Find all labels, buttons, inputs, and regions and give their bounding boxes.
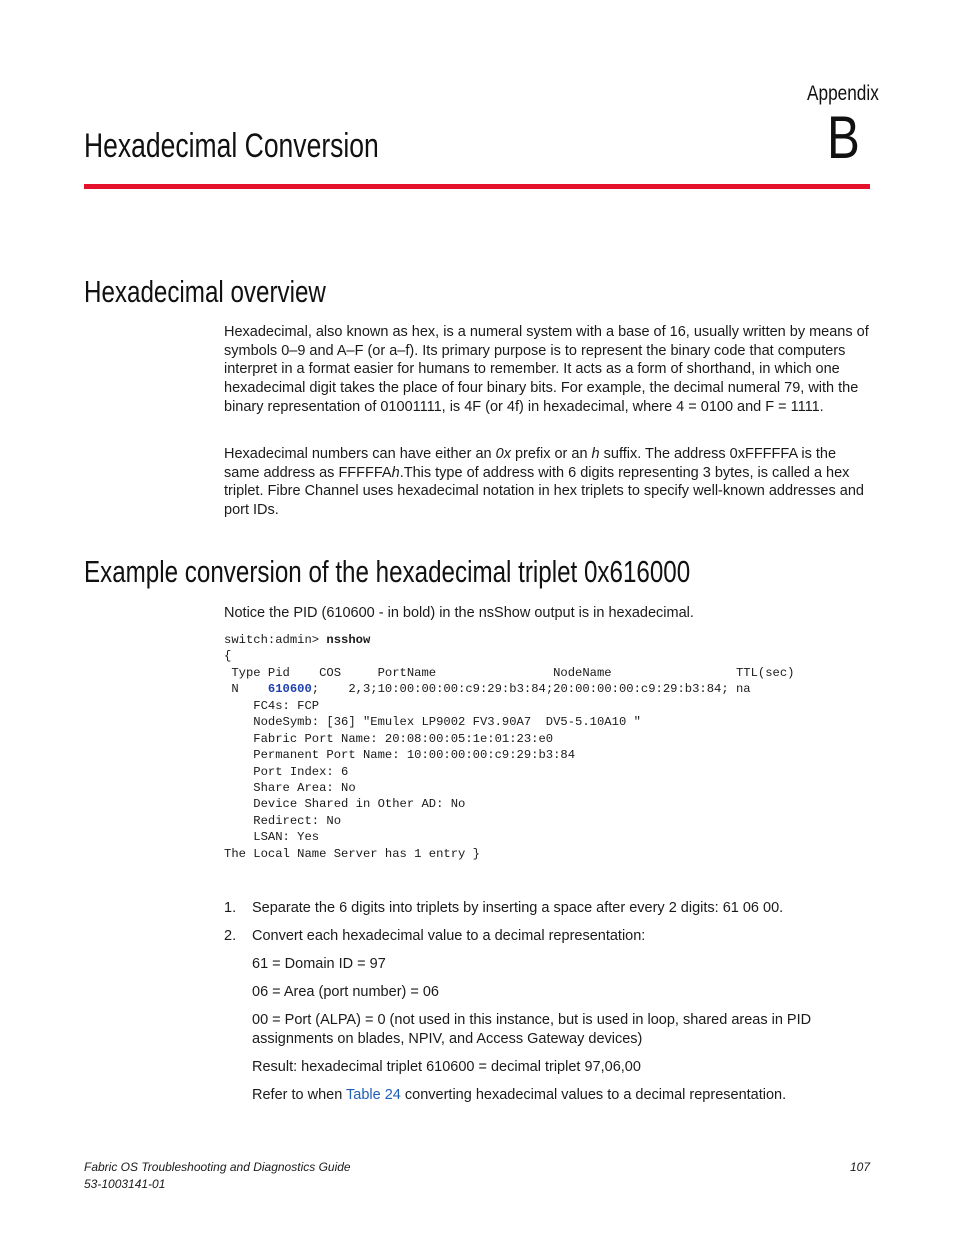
nsshow-command-ref: nsShow [478,605,531,621]
table-24-link[interactable]: Table 24 [346,1087,401,1103]
code-block [224,632,884,862]
appendix-label: Appendix [807,82,879,105]
code-detail-line: Port Index: 6 [224,764,349,779]
overview-paragraph-2: Hexadecimal numbers can have either an 0x prefix or an h suffix. The address 0xFFFFFA is the same address as FFFFFAh.This type of address with 6 digits representing 3 bytes, is called a hex triplet. Fibre Channel uses hexadecimal notation in hex triplets to specify well-known addresses and port IDs. [224,446,864,519]
refer-line: Refer to when Table 24 converting hexadecimal values to a decimal representation. [252,1087,787,1103]
code-detail-line: Permanent Port Name: 10:00:00:00:c9:29:b3:84 [224,748,576,763]
code-detail-line: LSAN: Yes [224,830,320,845]
example-intro: Notice the PID (610600 - in bold) in the nsShow output is in hexadecimal. [224,605,694,621]
code-detail-line: Fabric Port Name: 20:08:00:05:1e:01:23:e0 [224,731,554,746]
code-detail-line: NodeSymb: [36] "Emulex LP9002 FV3.90A7 DV5-5.10A10 " [224,715,641,730]
footer-doc-number: 53-1003141-01 [84,1177,166,1191]
code-detail-line: Share Area: No [224,780,356,795]
chapter-title: Hexadecimal Conversion [84,127,379,165]
sub-item: 61 = Domain ID = 97 [252,956,386,972]
code-detail-line: FC4s: FCP [224,698,320,713]
pid-value: 610600 [267,682,312,697]
overview-paragraph-1: Hexadecimal, also known as hex, is a numeral system with a base of 16, usually written by means of symbols 0–9 and A–F (or a–f). Its primary purpose is to represent the binary code that computers interpret in a format easier for humans to remember. It acts as a form of shorthand, in which one hexadecimal digit takes the place of four binary bits. For example, the decimal numeral 79, with the binary representation of 01001111, is 4F (or 4f) in hexadecimal, where 4 = 0100 and F = 1111. [224,324,869,415]
code-entry-row: N 610600; 2,3;10:00:00:00:c9:29:b3:84;20:00:00:00:c9:29:b3:84; na [224,682,751,697]
code-detail-line: Redirect: No [224,813,342,828]
code-header-row: Type Pid COS PortName NodeName TTL(sec) [224,665,795,680]
title-rule [84,184,870,189]
code-footer-line: The Local Name Server has 1 entry } [224,846,480,861]
footer-doc-title: Fabric OS Troubleshooting and Diagnostics Guide [84,1160,351,1174]
appendix-letter: B [827,104,860,171]
section-heading-overview: Hexadecimal overview [84,274,326,309]
code-brace-open: { [224,649,232,664]
section-heading-example: Example conversion of the hexadecimal triplet 0x616000 [84,554,691,589]
code-prompt-line: switch:admin> nsshow [224,633,371,647]
footer-page-number: 107 [850,1160,871,1174]
sub-item: 00 = Port (ALPA) = 0 (not used in this instance, but is used in loop, shared areas in PID assignments on blades, NPIV, and Access Gateway devices) [252,1012,812,1047]
sub-item: Result: hexadecimal triplet 610600 = decimal triplet 97,06,00 [252,1059,641,1075]
code-detail-line: Device Shared in Other AD: No [224,797,466,812]
sub-item: 06 = Area (port number) = 06 [252,984,439,1000]
